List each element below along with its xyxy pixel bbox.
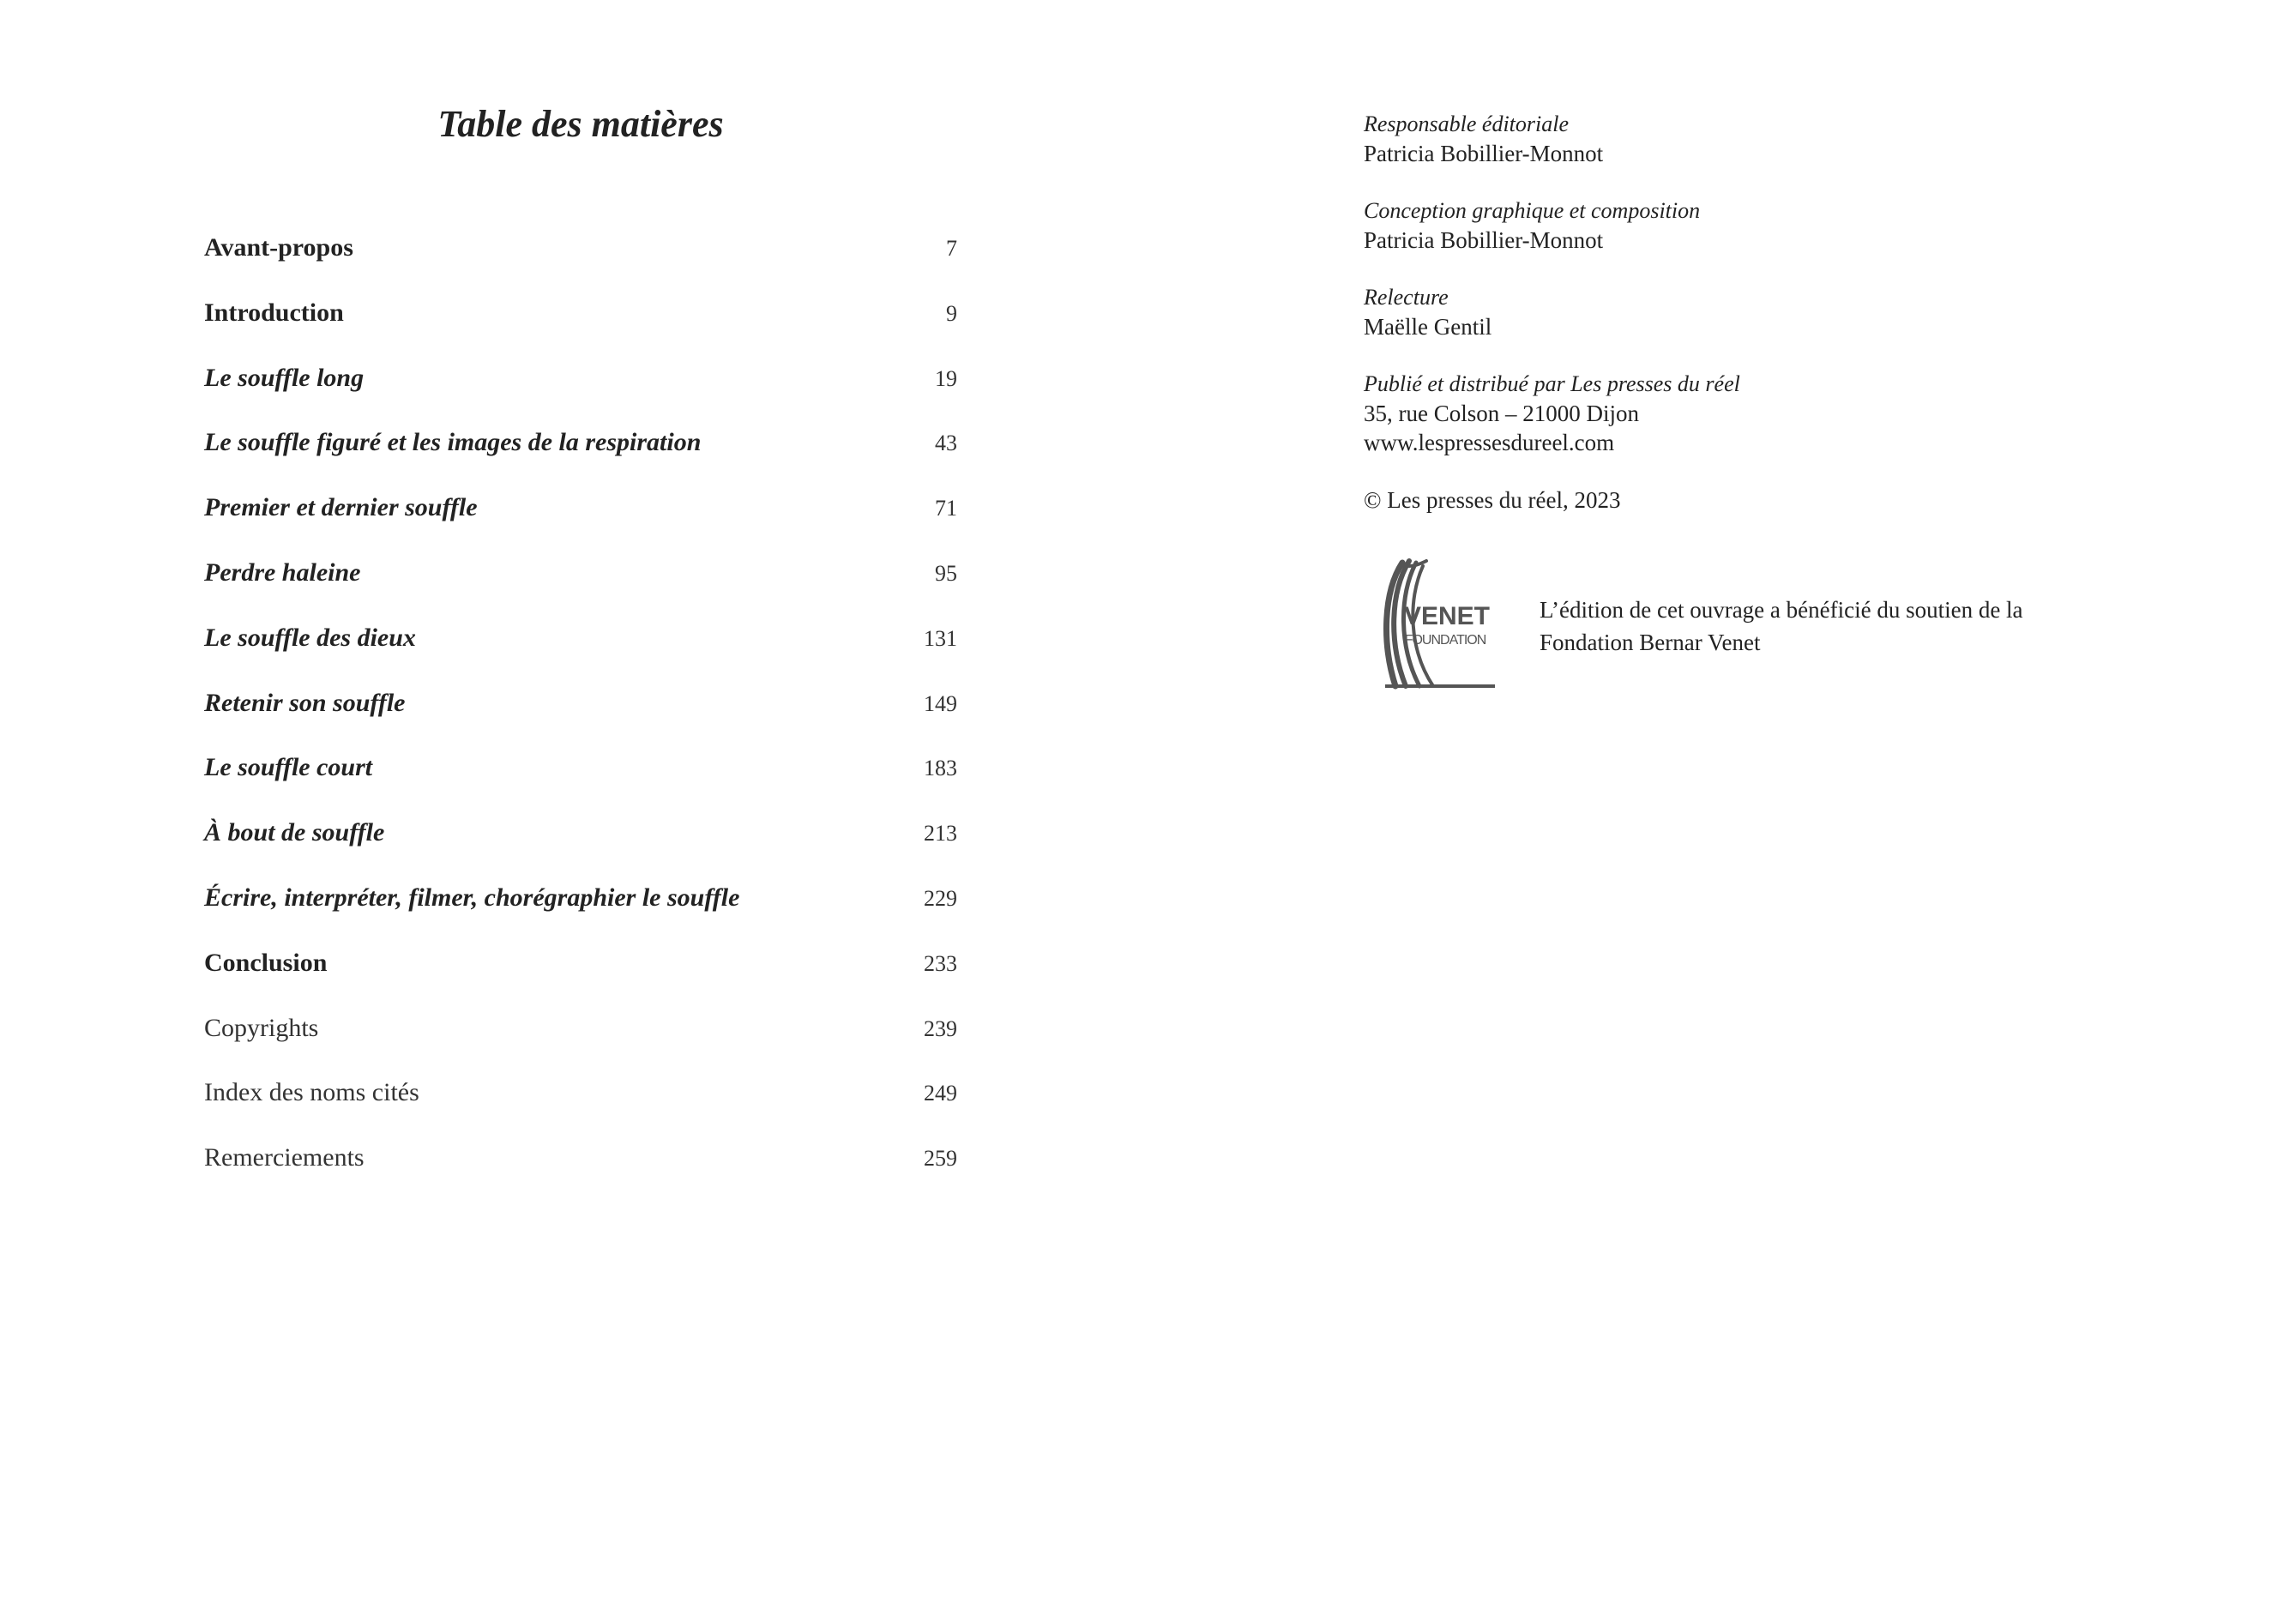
design-name: Patricia Bobillier-Monnot: [1364, 227, 1604, 253]
logo-graphic: [1377, 557, 1497, 690]
toc-entry: [204, 363, 957, 428]
toc-entry-label: Avant-propos: [204, 233, 353, 262]
logo-sub: FOUNDATION: [1404, 633, 1486, 648]
toc-entry-label: À bout de souffle: [204, 818, 385, 847]
toc-entry-page: 43: [935, 431, 957, 456]
toc-list: [204, 232, 957, 1208]
colophon-publisher: [1364, 370, 2136, 457]
toc-entry: [204, 752, 957, 817]
publisher-url: www.lespressesdureel.com: [1364, 430, 1615, 455]
publisher-address: 35, rue Colson – 21000 Dijon: [1364, 401, 1639, 426]
venet-foundation-logo-icon: [1377, 557, 1497, 690]
toc-entry-label: Le souffle long: [204, 363, 365, 392]
editor-name: Patricia Bobillier-Monnot: [1364, 141, 1604, 166]
sponsor-text: [1540, 594, 2071, 659]
colophon-design: [1364, 196, 2136, 255]
toc-entry: [204, 298, 957, 363]
editor-role: Responsable éditoriale: [1364, 111, 1570, 136]
toc-entry: [204, 1142, 957, 1208]
proof-role: Relecture: [1364, 285, 1449, 310]
toc-entry-label: Copyrights: [204, 1013, 319, 1042]
sponsor-text-line2: Fondation Bernar Venet: [1540, 630, 1761, 655]
toc-entry: [204, 1013, 957, 1078]
proof-name: Maëlle Gentil: [1364, 314, 1492, 340]
toc-entry-page: 229: [924, 885, 957, 911]
toc-entry-page: 259: [924, 1146, 957, 1172]
toc-entry-page: 131: [924, 625, 957, 651]
logo-name: VENET: [1403, 602, 1491, 630]
colophon-proofreading: [1364, 283, 2136, 341]
toc-entry: [204, 492, 957, 557]
colophon: [1364, 110, 2136, 543]
toc-title: Table des matières: [437, 103, 724, 145]
toc-entry-label: Retenir son souffle: [204, 688, 406, 717]
toc-entry-page: 149: [924, 690, 957, 716]
toc-entry: [204, 623, 957, 688]
toc-entry-page: 95: [935, 560, 957, 586]
toc-entry-label: Remerciements: [204, 1143, 365, 1172]
toc-entry-label: Le souffle court: [204, 753, 373, 782]
toc-entry: [204, 817, 957, 883]
toc-entry-label: Index des noms cités: [204, 1078, 419, 1107]
toc-entry: [204, 1077, 957, 1142]
sponsor-block: [1377, 557, 2234, 695]
toc-entry-page: 239: [924, 1015, 957, 1041]
publisher-role: Publié et distribué par Les presses du réel: [1364, 371, 1740, 396]
toc-entry-label: Le souffle figuré et les images de la respiration: [204, 428, 702, 457]
sponsor-text-line1: L’édition de cet ouvrage a bénéficié du soutien de la: [1540, 597, 2023, 623]
toc-entry-page: 9: [946, 300, 957, 326]
toc-entry-label: Écrire, interpréter, filmer, chorégraphier le souffle: [204, 883, 740, 912]
toc-entry: [204, 883, 957, 948]
copyright-text: © Les presses du réel, 2023: [1364, 487, 1621, 513]
toc-entry: [204, 557, 957, 623]
toc-page: [204, 103, 957, 1218]
toc-entry-label: Conclusion: [204, 948, 328, 977]
toc-entry-page: 71: [935, 496, 957, 521]
toc-entry-label: Introduction: [204, 298, 344, 327]
toc-entry-page: 19: [935, 365, 957, 391]
toc-entry-page: 233: [924, 950, 957, 976]
design-role: Conception graphique et composition: [1364, 198, 1701, 223]
toc-entry: [204, 232, 957, 298]
toc-entry: [204, 427, 957, 492]
toc-entry: [204, 948, 957, 1013]
toc-entry-label: Le souffle des dieux: [204, 623, 416, 652]
toc-entry-page: 183: [924, 756, 957, 781]
toc-entry-label: Perdre haleine: [204, 557, 361, 587]
toc-entry-page: 213: [924, 821, 957, 847]
toc-entry-label: Premier et dernier souffle: [204, 493, 478, 522]
toc-entry-page: 7: [946, 236, 957, 261]
colophon-copyright: [1364, 485, 2136, 515]
toc-entry-page: 249: [924, 1081, 957, 1106]
toc-entry: [204, 688, 957, 753]
colophon-editor: [1364, 110, 2136, 168]
